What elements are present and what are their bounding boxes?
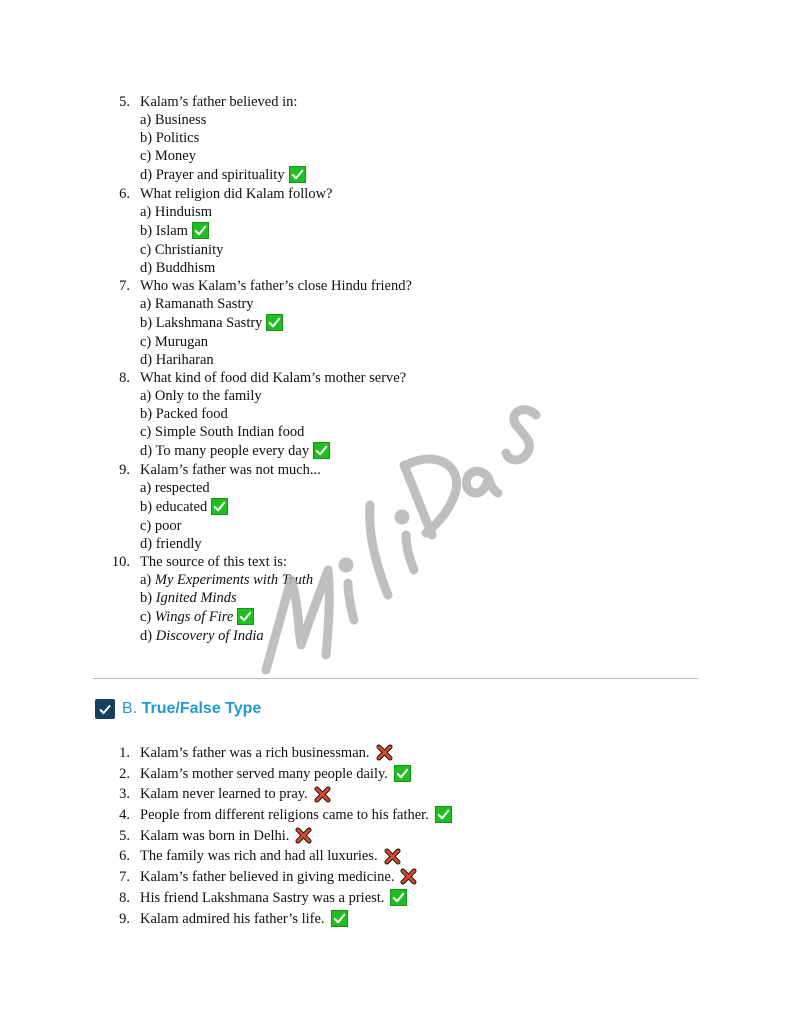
question-text: Kalam’s father was not much... [140, 462, 321, 478]
option-text: poor [154, 518, 182, 534]
item-statement: Kalam’s mother served many people daily. [140, 765, 388, 782]
item-statement: Kalam never learned to pray. [140, 786, 308, 803]
option-letter: b) [140, 406, 153, 422]
option-letter: a) [140, 480, 152, 496]
option-text: respected [154, 480, 210, 496]
option-text: Money [154, 148, 196, 164]
true-false-item [0, 909, 791, 930]
question-text: Kalam’s father believed in: [140, 94, 298, 110]
question-text: What religion did Kalam follow? [140, 186, 333, 202]
option-text: Packed food [155, 406, 228, 422]
check-mark-icon [192, 222, 209, 239]
item-statement: Kalam’s father was a rich businessman. [140, 745, 370, 761]
option-text: Murugan [154, 334, 209, 350]
option [0, 111, 791, 129]
check-mark-icon [266, 314, 283, 331]
item-number: 2. [119, 765, 130, 782]
option-letter: b) [140, 315, 153, 331]
item-number: 7. [119, 869, 130, 886]
option-letter: d) [140, 443, 153, 459]
cross-mark-icon [384, 848, 401, 865]
question-line [0, 277, 791, 295]
option-text: Buddhism [155, 260, 216, 276]
true-false-item [0, 764, 791, 785]
question-text: What kind of food did Kalam’s mother serve? [140, 370, 407, 386]
section-b-heading [95, 698, 261, 720]
true-false-item [0, 846, 791, 867]
option-text: Islam [155, 223, 188, 239]
option [0, 387, 791, 405]
item-statement: Kalam’s father believed in giving medicine. [140, 869, 395, 886]
option-text: My Experiments with Truth [154, 572, 314, 588]
option-letter: b) [140, 499, 153, 515]
item-number: 5. [119, 827, 130, 844]
question-number: 5. [119, 94, 130, 110]
option [0, 405, 791, 423]
mcq-question [0, 553, 791, 645]
question-line [0, 553, 791, 571]
question-line [0, 185, 791, 203]
option [0, 571, 791, 589]
option-letter: a) [140, 388, 152, 404]
item-statement-row [140, 805, 452, 826]
item-statement-row [140, 826, 312, 847]
option-letter: a) [140, 204, 152, 220]
option-text: Wings of Fire [154, 609, 234, 625]
option-letter: d) [140, 352, 153, 368]
option-letter: a) [140, 572, 152, 588]
true-false-item [0, 784, 791, 805]
item-statement-row [140, 909, 348, 930]
option-letter: d) [140, 628, 153, 644]
item-statement: His friend Lakshmana Sastry was a priest. [140, 889, 385, 906]
check-mark-icon [394, 765, 411, 782]
option-text: Lakshmana Sastry [155, 315, 263, 331]
question-number: 8. [119, 370, 130, 386]
item-statement-row [140, 867, 417, 888]
option-text: educated [155, 499, 208, 515]
option [0, 517, 791, 535]
option [0, 203, 791, 221]
option [0, 479, 791, 497]
item-statement: Kalam was born in Delhi. [140, 827, 290, 844]
true-false-item [0, 826, 791, 847]
item-number: 6. [119, 848, 130, 865]
option [0, 165, 791, 185]
option-text: Christianity [154, 242, 224, 258]
check-mark-icon [289, 166, 306, 183]
option [0, 497, 791, 517]
item-statement-row [140, 784, 331, 805]
option-letter: c) [140, 424, 152, 440]
option [0, 607, 791, 627]
option-letter: a) [140, 112, 152, 128]
option-letter: d) [140, 536, 153, 552]
option-text: Only to the family [154, 388, 262, 404]
question-line [0, 369, 791, 387]
option [0, 441, 791, 461]
option-letter: a) [140, 296, 152, 312]
true-false-item [0, 805, 791, 826]
check-mark-icon [390, 889, 407, 906]
cross-mark-icon [376, 744, 393, 761]
check-mark-icon [313, 442, 330, 459]
option-letter: c) [140, 242, 152, 258]
item-statement: Kalam admired his father’s life. [140, 910, 325, 927]
option-text: Discovery of India [155, 628, 264, 644]
option-letter: c) [140, 518, 152, 534]
mcq-list [0, 93, 791, 645]
item-statement-row [140, 846, 401, 867]
option-letter: d) [140, 167, 153, 183]
option-letter: c) [140, 334, 152, 350]
mcq-question [0, 369, 791, 461]
option [0, 423, 791, 441]
option [0, 295, 791, 313]
true-false-item [0, 867, 791, 888]
option [0, 259, 791, 277]
option [0, 313, 791, 333]
question-text: The source of this text is: [140, 554, 287, 570]
option-text: Politics [155, 130, 200, 146]
option-text: Ignited Minds [155, 590, 237, 606]
item-number: 4. [119, 807, 130, 824]
option-letter: c) [140, 148, 152, 164]
item-statement-row [140, 888, 407, 909]
option-text: To many people every day [155, 443, 310, 459]
mcq-question [0, 93, 791, 185]
option [0, 333, 791, 351]
cross-mark-icon [400, 868, 417, 885]
true-false-item [0, 743, 791, 764]
mcq-question [0, 277, 791, 369]
check-mark-icon [331, 910, 348, 927]
option-letter: b) [140, 223, 153, 239]
item-number: 8. [119, 889, 130, 906]
item-number: 3. [119, 786, 130, 803]
question-text: Who was Kalam’s father’s close Hindu friend? [140, 278, 412, 294]
section-b-title-text: True/False Type [141, 700, 262, 717]
option [0, 589, 791, 607]
true-false-list [0, 743, 791, 929]
option [0, 129, 791, 147]
checkbox-checked-icon [95, 699, 115, 719]
option [0, 627, 791, 645]
option-text: Ramanath Sastry [154, 296, 254, 312]
option-text: Hariharan [155, 352, 214, 368]
option [0, 351, 791, 369]
item-statement: People from different religions came to his father. [140, 807, 429, 824]
section-divider [93, 678, 698, 679]
check-mark-icon [211, 498, 228, 515]
true-false-item [0, 888, 791, 909]
check-mark-icon [435, 806, 452, 823]
item-number: 1. [119, 745, 130, 761]
option-text: Simple South Indian food [154, 424, 305, 440]
item-statement: The family was rich and had all luxuries. [140, 848, 378, 865]
option-text: Hinduism [154, 204, 213, 220]
question-number: 10. [111, 554, 130, 570]
question-number: 6. [119, 186, 130, 202]
check-mark-icon [237, 608, 254, 625]
option-letter: c) [140, 609, 152, 625]
item-number: 9. [119, 910, 130, 927]
option [0, 221, 791, 241]
cross-mark-icon [314, 786, 331, 803]
option-letter: d) [140, 260, 153, 276]
option [0, 147, 791, 165]
mcq-question [0, 185, 791, 277]
section-b-title [122, 700, 261, 718]
option [0, 535, 791, 553]
option-text: Business [154, 112, 207, 128]
option-text: friendly [155, 536, 202, 552]
item-statement-row [140, 743, 393, 764]
question-line [0, 461, 791, 479]
question-number: 9. [119, 462, 130, 478]
option [0, 241, 791, 259]
option-text: Prayer and spirituality [155, 167, 285, 183]
option-letter: b) [140, 590, 153, 606]
section-b-prefix: B. [122, 700, 138, 717]
option-letter: b) [140, 130, 153, 146]
item-statement-row [140, 764, 411, 785]
cross-mark-icon [295, 827, 312, 844]
mcq-question [0, 461, 791, 553]
question-number: 7. [119, 278, 130, 294]
question-line [0, 93, 791, 111]
